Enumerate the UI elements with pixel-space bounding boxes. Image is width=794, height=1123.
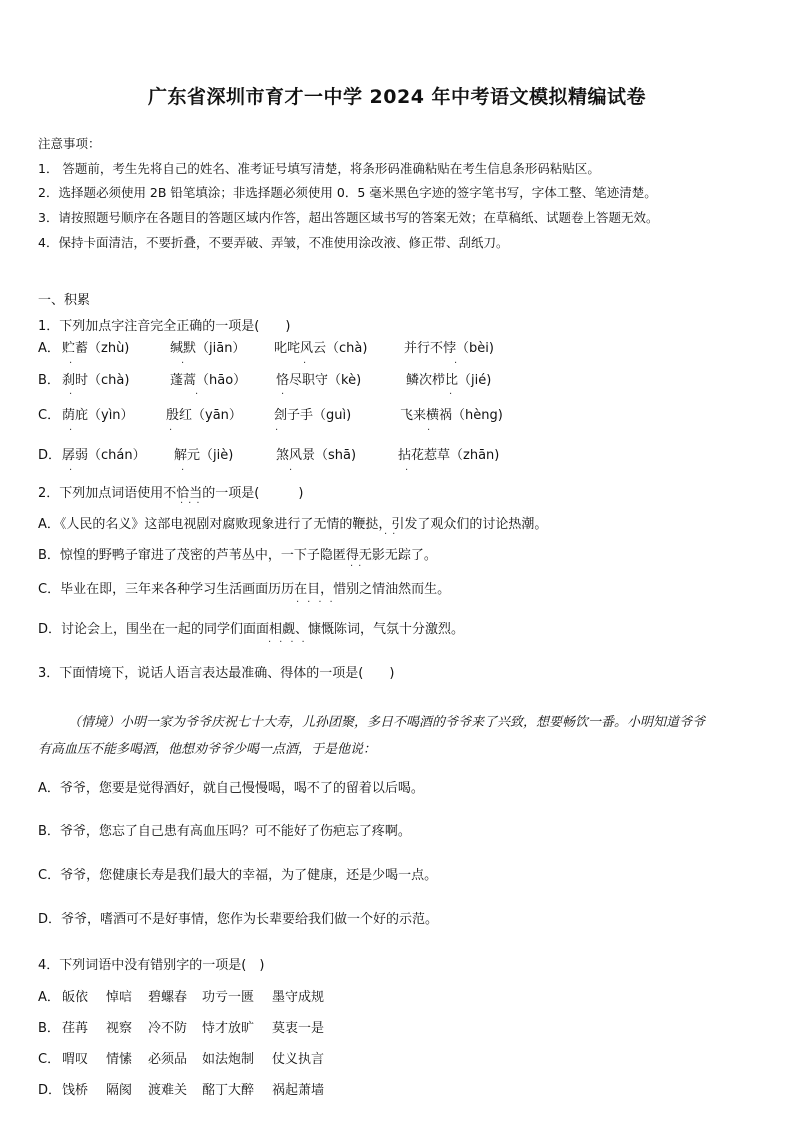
option-item: 碧螺春 xyxy=(148,990,188,1005)
notice-item: 3．请按照题号顺序在各题目的答题区域内作答，超出答题区域书写的答案无效；在草稿纸、试题卷上答题无效。 xyxy=(38,210,659,225)
emphasis-dot: · xyxy=(289,465,293,476)
section-heading: 一、积累 xyxy=(38,293,91,308)
option-item: 鳞次栉比（jié) xyxy=(406,373,492,388)
option-item: 酩丁大醉 xyxy=(202,1083,255,1098)
emphasis-dot: · xyxy=(454,358,458,369)
question-stem: 3．下面情境下，说话人语言表达最准确、得体的一项是( ) xyxy=(38,666,395,681)
option-label: A． xyxy=(38,341,60,356)
emphasis-dot: · xyxy=(303,358,307,369)
emphasis-dot: · xyxy=(405,465,409,476)
option-item: 荏苒 xyxy=(62,1021,89,1036)
option-item: 飞来横祸（hèng) xyxy=(400,408,503,423)
option-item: 蓬蒿（hāo） xyxy=(170,373,247,388)
option-item: 荫庇（yìn） xyxy=(62,408,134,423)
option-item: 渡难关 xyxy=(148,1083,188,1098)
emphasis-dot: · xyxy=(275,425,279,436)
q3-option-b: B．爷爷，您忘了自己患有高血压吗？可不能好了伤疤忘了疼啊。 xyxy=(38,824,411,839)
option-item: 隔阂 xyxy=(106,1083,133,1098)
q2-option-b: B．惊惶的野鸭子窜进了茂密的芦苇丛中，一下子隐匿得无影无踪了。 xyxy=(38,548,437,563)
option-label: B． xyxy=(38,1021,60,1036)
option-item: 解元（jiè) xyxy=(174,448,234,463)
emphasis-dot: · xyxy=(181,465,185,476)
question-stem: 1．下列加点字注音完全正确的一项是( ) xyxy=(38,319,291,334)
emphasis-dot: · xyxy=(281,389,285,400)
option-item: 视察 xyxy=(106,1021,133,1036)
option-item: 并行不悖（bèi) xyxy=(404,341,494,356)
emphasis-dot: ·· xyxy=(384,529,401,540)
page-title: 广东省深圳市育才一中学 2024 年中考语文模拟精编试卷 xyxy=(147,86,647,108)
emphasis-dot: · xyxy=(69,465,73,476)
option-item: 墨守成规 xyxy=(272,990,325,1005)
q3-context: 有高血压不能多喝酒，他想劝爷爷少喝一点酒，于是他说： xyxy=(38,742,377,757)
option-label: D． xyxy=(38,448,62,463)
option-item: 缄默（jiān） xyxy=(170,341,246,356)
option-item: 情愫 xyxy=(106,1052,133,1067)
q3-context: （情境）小明一家为爷爷庆祝七十大寿，儿孙团聚，多日不喝酒的爷爷来了兴致，想要畅饮一番。小明知道爷爷 xyxy=(68,715,706,730)
option-item: 皈依 xyxy=(62,990,89,1005)
option-item: 孱弱（chán） xyxy=(62,448,146,463)
notice-item: 1． 答题前，考生先将自己的姓名、准考证号填写清楚，将条形码准确粘贴在考生信息条形码粘贴区。 xyxy=(38,161,600,176)
notice-heading: 注意事项： xyxy=(38,136,101,151)
q2-option-a: A．《人民的名义》这部电视剧对腐败现象进行了无情的鞭挞，引发了观众们的讨论热潮。 xyxy=(38,517,548,532)
emphasis-dot: · xyxy=(181,358,185,369)
emphasis-dot: · xyxy=(69,425,73,436)
emphasis-dot: · xyxy=(427,425,431,436)
emphasis-dot: · xyxy=(69,389,73,400)
emphasis-dot: · xyxy=(449,389,453,400)
question-stem: 4．下列词语中没有错别字的一项是( ) xyxy=(38,958,265,973)
option-item: 莫衷一是 xyxy=(272,1021,325,1036)
q3-option-a: A．爷爷，您要是觉得酒好，就自己慢慢喝，喝不了的留着以后喝。 xyxy=(38,781,424,796)
option-label: C． xyxy=(38,1052,61,1067)
q2-option-d: D．讨论会上，围坐在一起的同学们面面相觑、慷慨陈词，气氛十分激烈。 xyxy=(38,622,465,637)
option-item: 恃才放旷 xyxy=(202,1021,255,1036)
option-item: 刹时（chà) xyxy=(62,373,130,388)
option-item: 祸起萧墙 xyxy=(272,1083,325,1098)
option-label: D． xyxy=(38,1083,62,1098)
option-item: 喟叹 xyxy=(62,1052,89,1067)
option-item: 煞风景（shā) xyxy=(276,448,357,463)
q2-option-c: C．毕业在即，三年来各种学习生活画面历历在目，惜别之情油然而生。 xyxy=(38,582,451,597)
notice-item: 4．保持卡面清洁，不要折叠，不要弄破、弄皱，不准使用涂改液、修正带、刮纸刀。 xyxy=(38,235,509,250)
option-item: 恪尽职守（kè) xyxy=(276,373,362,388)
q3-option-d: D．爷爷，嗜酒可不是好事情，您作为长辈要给我们做一个好的示范。 xyxy=(38,912,439,927)
option-item: 冷不防 xyxy=(148,1021,188,1036)
emphasis-dot: · xyxy=(195,389,199,400)
notice-item: 2．选择题必须使用 2B 铅笔填涂；非选择题必须使用 0．5 毫米黑色字迹的签字笔书写，字体工整、笔迹清楚。 xyxy=(38,185,657,200)
emphasis-dot: ···· xyxy=(296,597,341,608)
q3-option-c: C．爷爷，您健康长寿是我们最大的幸福，为了健康，还是少喝一点。 xyxy=(38,868,438,883)
option-item: 饯桥 xyxy=(62,1083,89,1098)
option-item: 仗义执言 xyxy=(272,1052,325,1067)
option-item: 刽子手（guì) xyxy=(274,408,352,423)
option-item: 贮蓄（zhù) xyxy=(62,341,130,356)
option-label: A． xyxy=(38,990,60,1005)
option-item: 功亏一匮 xyxy=(202,990,255,1005)
question-stem: 2．下列加点词语使用不恰当的一项是( ) xyxy=(38,486,304,501)
option-item: 必须品 xyxy=(148,1052,188,1067)
emphasis-dot: · xyxy=(169,425,173,436)
option-item: 殷红（yān） xyxy=(166,408,242,423)
option-label: B． xyxy=(38,373,60,388)
option-item: 悼唁 xyxy=(106,990,133,1005)
option-label: C． xyxy=(38,408,61,423)
option-item: 叱咤风云（chà) xyxy=(274,341,368,356)
emphasis-dot: ···· xyxy=(268,637,313,648)
option-item: 拈花惹草（zhān) xyxy=(398,448,500,463)
emphasis-dot: · xyxy=(69,358,73,369)
emphasis-dot: ··· xyxy=(180,498,205,509)
option-item: 如法炮制 xyxy=(202,1052,255,1067)
emphasis-dot: ·· xyxy=(350,561,367,572)
